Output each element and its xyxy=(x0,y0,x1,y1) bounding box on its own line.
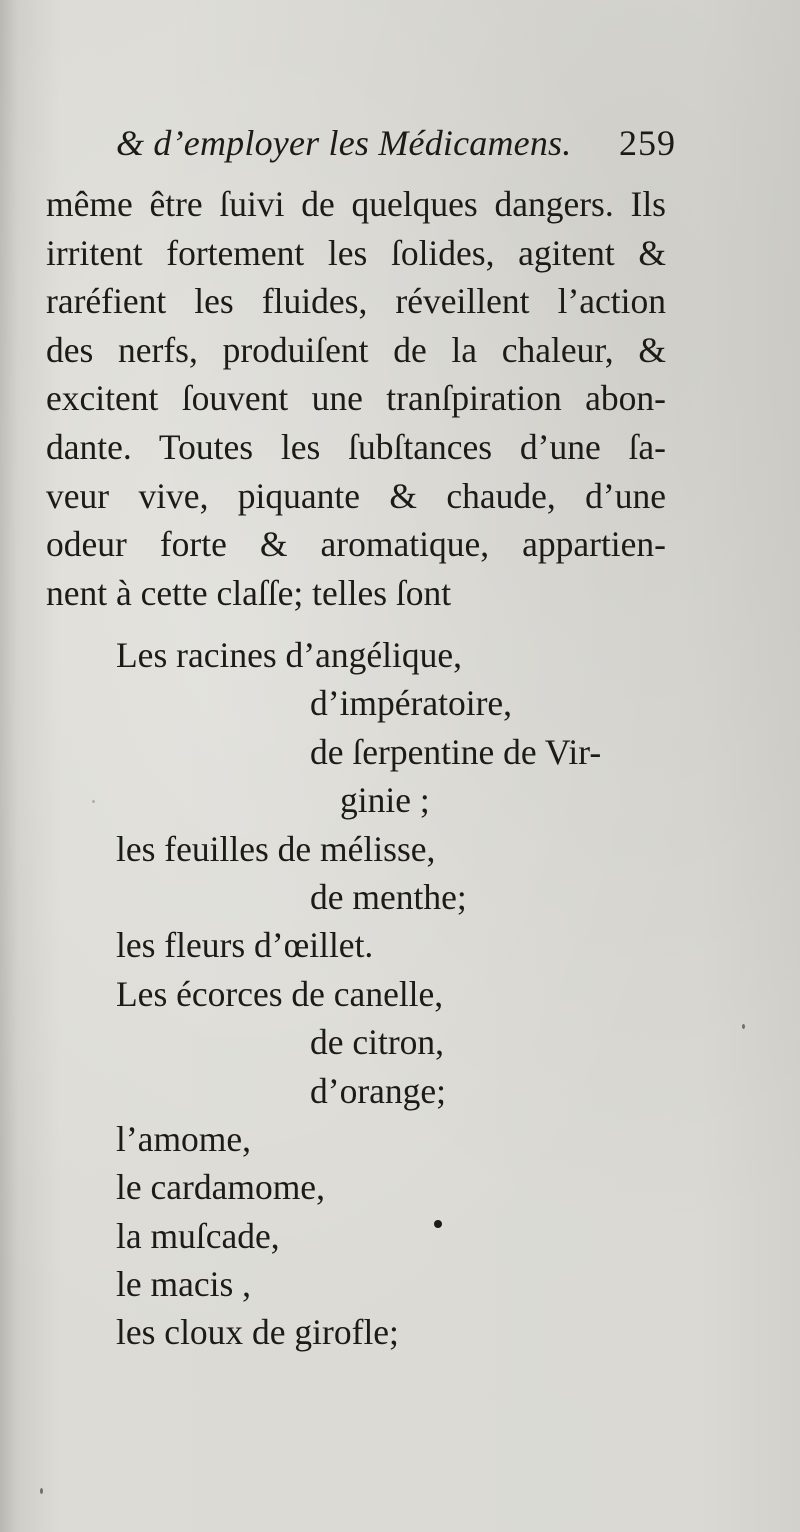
list-entry: Les racines d’angélique, xyxy=(116,635,462,675)
list-entry: les feuilles de mélisse, xyxy=(116,828,436,869)
list-entry: de menthe; xyxy=(310,876,467,917)
paragraph-line: dante. Toutes les ſubſtances d’une ſa- xyxy=(46,426,666,467)
list-entry: Les écorces de canelle, xyxy=(116,973,444,1014)
list-entry: les fleurs d’œillet. xyxy=(116,925,374,966)
list-entry: ginie ; xyxy=(340,780,430,821)
list-entry: l’amome, xyxy=(116,1118,252,1159)
list-entry: de citron, xyxy=(310,1022,445,1063)
paragraph-line: odeur forte & aromatique, appartien- xyxy=(46,524,666,565)
paragraph-line: des nerfs, produiſent de la chaleur, & xyxy=(46,329,666,370)
list-entry: de ſerpentine de Vir- xyxy=(310,731,602,772)
paragraph-line: raréfient les fluides, réveillent l’action xyxy=(46,281,666,322)
paragraph-line: irritent fortement les ſolides, agitent & xyxy=(46,232,666,273)
ink-dot xyxy=(434,1220,442,1228)
paper-speck xyxy=(742,1024,745,1029)
running-head: & d’employer les Médicamens. xyxy=(116,123,572,163)
page-header xyxy=(116,122,676,172)
list-entry: les cloux de girofle; xyxy=(116,1312,399,1353)
paragraph-line: excitent ſouvent une tranſpiration abon- xyxy=(46,378,666,419)
page-number: 259 xyxy=(619,123,676,163)
list-entry: d’orange; xyxy=(310,1070,447,1111)
body-paragraph xyxy=(46,180,666,617)
list-entry: la muſcade, xyxy=(116,1215,280,1256)
list-entry: d’impératoire, xyxy=(310,683,513,724)
paragraph-line: même être ſuivi de quelques dangers. Ils xyxy=(46,184,666,224)
paragraph-line: veur vive, piquante & chaude, d’une xyxy=(46,475,666,516)
paragraph-line: nent à cette claſſe; telles ſont xyxy=(46,572,452,613)
list-entry: le cardamome, xyxy=(116,1167,325,1208)
list-entry: le macis , xyxy=(116,1264,252,1305)
remedy-list xyxy=(116,631,696,1357)
paper-speck xyxy=(92,800,95,803)
paper-speck xyxy=(40,1488,43,1494)
